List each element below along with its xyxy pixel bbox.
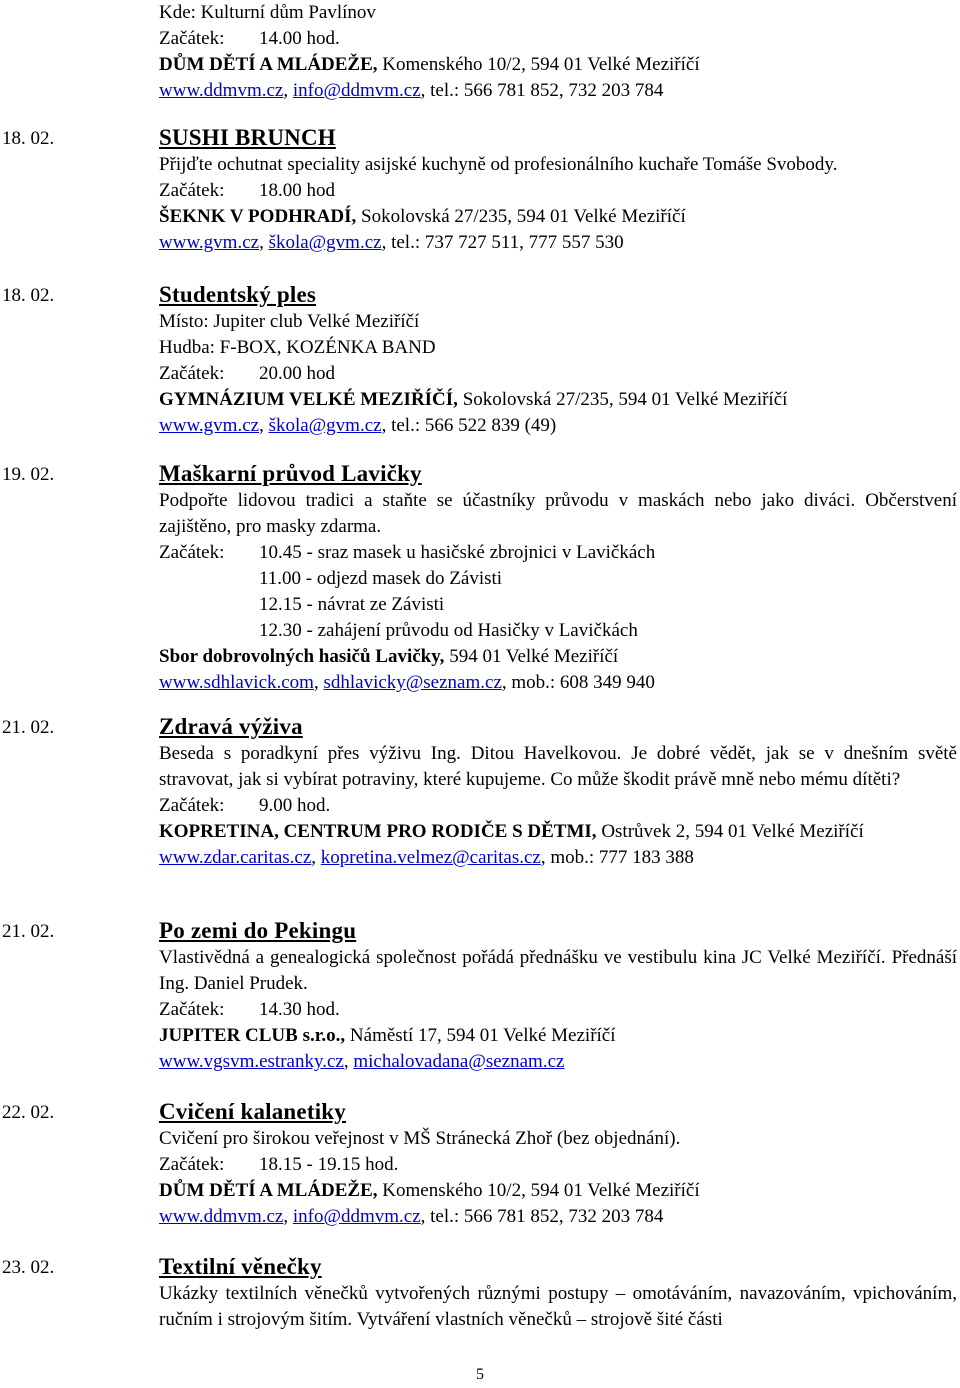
schedule-item: 12.30 - zahájení průvodu od Hasičky v Lavičkách [259,620,638,641]
event-music: Hudba: F-BOX, KOZÉNKA BAND [159,337,436,358]
event-title: Maškarní průvod Lavičky [159,461,422,486]
phone-text: , mob.: 777 183 388 [540,847,694,868]
phone-text: , tel.: 737 727 511, 777 557 530 [381,232,624,253]
event-start: Začátek: 20.00 hod [159,363,335,384]
organizer-name: KOPRETINA, CENTRUM PRO RODIČE S DĚTMI, [159,821,597,842]
event-title: Textilní věnečky [159,1254,322,1279]
organizer-name: DŮM DĚTÍ A MLÁDEŽE, [159,54,378,75]
organizer-address: Sokolovská 27/235, 594 01 Velké Meziříčí [457,389,788,410]
phone-text: , mob.: 608 349 940 [501,672,655,693]
organizer-name: ŠEKNK V PODHRADÍ, [159,206,357,227]
event-date: 22. 02. [2,1102,55,1123]
organizer-address: Komenského 10/2, 594 01 Velké Meziříčí [377,1180,700,1201]
page-number: 5 [476,1366,484,1383]
event-date: 19. 02. [2,464,55,485]
event-title: SUSHI BRUNCH [159,125,336,150]
email-link[interactable]: škola@gvm.cz [268,232,382,253]
event-start: Začátek: 14.30 hod. [159,999,340,1020]
event-date: 18. 02. [2,285,55,306]
event-start: Začátek: 18.15 - 19.15 hod. [159,1154,399,1175]
event-title: Studentský ples [159,282,317,307]
web-link[interactable]: www.ddmvm.cz [159,1206,284,1227]
organizer [159,819,957,845]
contact-line: www.gvm.cz, škola@gvm.cz, tel.: 737 727 511, 777 557 530 [159,232,624,253]
web-link[interactable]: www.ddmvm.cz [159,80,284,101]
web-link[interactable]: www.gvm.cz [159,232,260,253]
event-start: Začátek: 18.00 hod [159,180,335,201]
organizer-address: Komenského 10/2, 594 01 Velké Meziříčí [377,54,700,75]
email-link[interactable]: škola@gvm.cz [268,415,382,436]
web-link[interactable]: www.gvm.cz [159,415,260,436]
event-title: Po zemi do Pekingu [159,918,357,943]
web-link[interactable]: www.zdar.caritas.cz [159,847,312,868]
event-date: 23. 02. [2,1257,55,1278]
organizer-name: JUPITER CLUB s.r.o., [159,1025,346,1046]
email-link[interactable]: info@ddmvm.cz [292,1206,421,1227]
schedule-item: 12.15 - návrat ze Závisti [259,594,445,615]
event-description: Ukázky textilních věnečků vytvořených různými postupy – omotáváním, navazováním, vpichováním, ručním i strojovým šitím. Vytváření vlastních věnečků – strojově šité části [159,1283,957,1330]
web-link[interactable]: www.vgsvm.estranky.cz [159,1051,344,1072]
contact-line: www.vgsvm.estranky.cz, michalovadana@seznam.cz [159,1051,565,1072]
event-description: Cvičení pro širokou veřejnost v MŠ Stránecká Zhoř (bez objednání). [159,1128,681,1149]
event-place: Místo: Jupiter club Velké Meziříčí [159,311,420,332]
contact-line: www.ddmvm.cz, info@ddmvm.cz, tel.: 566 781 852, 732 203 784 [159,1206,664,1227]
organizer [159,1023,957,1049]
organizer [159,387,957,413]
event-date: 18. 02. [2,128,55,149]
organizer [159,204,957,230]
event-description: Přijďte ochutnat speciality asijské kuchyně od profesionálního kuchaře Tomáše Svobody. [159,154,838,175]
organizer-name: GYMNÁZIUM VELKÉ MEZIŘÍČÍ, [159,389,458,410]
email-link[interactable]: info@ddmvm.cz [292,80,421,101]
event-description: Beseda s poradkyní přes výživu Ing. Ditou Havelkovou. Je dobré vědět, jak se v dnešním světě stravovat, jak si vybírat potraviny, které kupujeme. Co může škodit právě mně nebo mému dítěti? [159,743,957,790]
contact-line: www.sdhlavick.com, sdhlavicky@seznam.cz, mob.: 608 349 940 [159,672,655,693]
email-link[interactable]: michalovadana@seznam.cz [353,1051,565,1072]
organizer-name: DŮM DĚTÍ A MLÁDEŽE, [159,1180,378,1201]
organizer-name: Sbor dobrovolných hasičů Lavičky, [159,646,445,667]
contact-line: www.zdar.caritas.cz, kopretina.velmez@caritas.cz, mob.: 777 183 388 [159,847,694,868]
schedule-item: 11.00 - odjezd masek do Závisti [259,568,503,589]
phone-text: , tel.: 566 522 839 (49) [381,415,557,436]
contact-line: www.ddmvm.cz, info@ddmvm.cz, tel.: 566 781 852, 732 203 784 [159,80,664,101]
contact-line: www.gvm.cz, škola@gvm.cz, tel.: 566 522 839 (49) [159,415,557,436]
organizer-address: Sokolovská 27/235, 594 01 Velké Meziříčí [356,206,686,227]
organizer [159,52,957,78]
email-link[interactable]: sdhlavicky@seznam.cz [323,672,502,693]
web-link[interactable]: www.sdhlavick.com [159,672,314,693]
phone-text: , tel.: 566 781 852, 732 203 784 [420,80,664,101]
event-description: Vlastivědná a genealogická společnost pořádá přednášku ve vestibulu kina JC Velké Meziříčí. Přednáší Ing. Daniel Prudek. [159,947,957,994]
event-start: Začátek: 14.00 hod. [159,28,340,49]
event-start: Začátek: 9.00 hod. [159,795,331,816]
schedule-item: 10.45 - sraz masek u hasičské zbrojnici v Lavičkách [259,542,656,563]
event-place: Kde: Kulturní dům Pavlínov [159,2,376,23]
organizer [159,1178,957,1204]
organizer-address: Náměstí 17, 594 01 Velké Meziříčí [345,1025,616,1046]
email-link[interactable]: kopretina.velmez@caritas.cz [320,847,541,868]
event-description: Podpořte lidovou tradici a staňte se účastníky průvodu v maskách nebo jako diváci. Občerstvení zajištěno, pro masky zdarma. [159,490,957,537]
event-title: Cvičení kalanetiky [159,1099,346,1124]
event-date: 21. 02. [2,921,55,942]
organizer-address: 594 01 Velké Meziříčí [444,646,619,667]
event-title: Zdravá výživa [159,714,303,739]
phone-text: , tel.: 566 781 852, 732 203 784 [420,1206,664,1227]
organizer [159,644,957,670]
event-start: Začátek: 10.45 - sraz masek u hasičské zbrojnici v Lavičkách [159,542,656,563]
organizer-address: Ostrůvek 2, 594 01 Velké Meziříčí [596,821,864,842]
event-date: 21. 02. [2,717,55,738]
